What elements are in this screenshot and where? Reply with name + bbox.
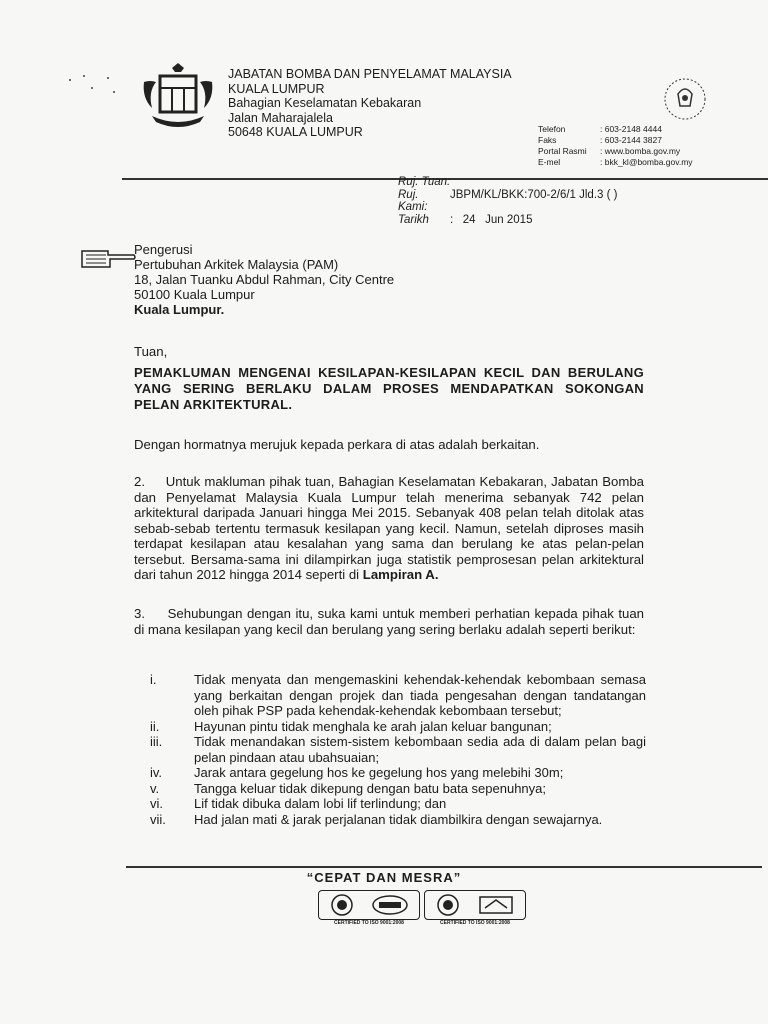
list-number: iii. xyxy=(150,734,163,749)
contact-label: E-mel xyxy=(538,157,561,167)
paragraph-1: Dengan hormatnya merujuk kepada perkara di atas adalah berkaitan. xyxy=(134,437,540,452)
recipient-line: Pertubuhan Arkitek Malaysia (PAM) xyxy=(134,257,339,272)
letterhead-line: Jalan Maharajalela xyxy=(228,110,333,125)
footer-divider xyxy=(126,866,762,868)
letterhead xyxy=(228,67,512,140)
letterhead-line: JABATAN BOMBA DAN PENYELAMAT MALAYSIA xyxy=(228,67,512,81)
list-text: Tidak menyata dan mengemaskini kehendak-kehendak kebombaan semasa yang berkaitan dengan projek dan tiada pengesahan dengan tandatangan oleh pihak PSP pada kehendak-kehendak kebombaan tersebut; xyxy=(194,672,646,718)
ref-row xyxy=(398,176,617,189)
recipient-line: Kuala Lumpur. xyxy=(134,302,225,317)
recipient-line: 50100 Kuala Lumpur xyxy=(134,287,255,302)
contact-value: : bkk_kl@bomba.gov.my xyxy=(600,157,693,167)
list-number: vii. xyxy=(150,811,166,827)
contact-label: Telefon xyxy=(538,124,566,134)
bomba-seal-icon xyxy=(660,74,710,124)
contact-value: : www.bomba.gov.my xyxy=(600,146,681,156)
list-number: v. xyxy=(150,780,160,796)
list-text: Jarak antara gegelung hos ke gegelung hos yang melebihi 30m; xyxy=(194,765,564,780)
ref-row xyxy=(398,189,617,214)
contact-row xyxy=(538,157,693,168)
list-number: i. xyxy=(150,672,157,687)
tarikh-value: : 24 Jun 2015 xyxy=(450,213,533,226)
paragraph-3: 3. Sehubungan dengan itu, suka kami untuk memberi perhatian kepada pihak tuan di mana kesilapan yang kecil dan berulang yang sering berlaku adalah seperti berikut: xyxy=(134,606,648,637)
list-item xyxy=(134,812,646,828)
recipient-line: 18, Jalan Tuanku Abdul Rahman, City Centre xyxy=(134,272,395,287)
contact-value: : 603-2148 4444 xyxy=(600,124,662,134)
list-item xyxy=(134,796,646,812)
cert-logo-group xyxy=(424,890,526,920)
list-text: Tidak menandakan sistem-sistem kebombaan sedia ada di dalam pelan bagi pelan pindaan atau ubahsuaian; xyxy=(194,734,646,765)
ukas-icon xyxy=(477,894,515,916)
ruj-tuan-label: Ruj. Tuan: xyxy=(398,176,451,188)
reference-block xyxy=(398,176,617,226)
cert-logo-group xyxy=(318,890,420,920)
list-number: vi. xyxy=(150,796,163,811)
list-number: ii. xyxy=(150,718,160,734)
list-item xyxy=(134,734,646,765)
letterhead-line: 50648 KUALA LUMPUR xyxy=(228,125,363,139)
ruj-kami-label: Ruj. Kami: xyxy=(398,188,428,213)
paragraph-2 xyxy=(134,474,648,583)
list-text: Had jalan mati & jarak perjalanan tidak diambilkira dengan sewajarnya. xyxy=(194,811,603,827)
cert-caption: CERTIFIED TO ISO 9001:2008 xyxy=(334,920,404,926)
pointing-hand-icon xyxy=(78,243,138,273)
contact-row xyxy=(538,146,693,157)
list-item xyxy=(134,781,646,797)
contact-row xyxy=(538,124,693,135)
lampiran-ref: Lampiran A. xyxy=(362,567,439,582)
tarikh-label: Tarikh xyxy=(398,213,429,226)
list-item xyxy=(134,765,646,781)
list-item xyxy=(134,672,646,719)
letterhead-line: Bahagian Keselamatan Kebakaran xyxy=(228,96,422,110)
footer-motto: “CEPAT DAN MESRA” xyxy=(306,870,462,885)
recipient-address xyxy=(134,242,394,317)
salutation: Tuan, xyxy=(134,344,168,359)
paragraph-2-text: 2. Untuk makluman pihak tuan, Bahagian Keselamatan Kebakaran, Jabatan Bomba dan Penyelamat Malaysia Kuala Lumpur telah menerima sebanyak 742 pelan arkitektural daripada Januari hingga Mei 2015. Sebanyak 408 pelan telah ditolak atas sebab-sebab tertentu termasuk kesilapan yang kecil. Namun, setelah diproses masih terdapat kesilapan atau kesalahan yang sama dan berulang ke atas pelan-pelan tersebut. Bersama-sama ini dilampirkan juga statistik pemprosesan pelan arkitektural dari tahun 2012 hingga 2014 seperti di xyxy=(134,474,648,582)
ref-row xyxy=(398,214,617,227)
list-item xyxy=(134,719,646,735)
list-number: iv. xyxy=(150,765,163,780)
contact-value: : 603-2144 3827 xyxy=(600,135,662,145)
list-text: Lif tidak dibuka dalam lobi lif terlindung; dan xyxy=(194,796,447,811)
quality-system-icon xyxy=(329,894,355,916)
cert-caption: CERTIFIED TO ISO 9001:2008 xyxy=(440,920,510,926)
cert-badge-right xyxy=(424,890,526,926)
recipient-line: Pengerusi xyxy=(134,242,193,257)
contact-label: Portal Rasmi xyxy=(538,146,587,156)
ruj-kami-value: JBPM/KL/BKK:700-2/6/1 Jld.3 ( ) xyxy=(450,188,618,201)
contact-row xyxy=(538,135,693,146)
list-text: Hayunan pintu tidak menghala ke arah jalan keluar bangunan; xyxy=(194,718,552,734)
contact-label: Faks xyxy=(538,135,557,145)
scan-specks xyxy=(62,70,122,100)
subject-heading: PEMAKLUMAN MENGENAI KESILAPAN-KESILAPAN KECIL DAN BERULANG YANG SERING BERLAKU DALAM PROSES MENDAPATKAN SOKONGAN PELAN ARKITEKTURAL. xyxy=(134,365,644,412)
issues-list xyxy=(134,672,646,827)
cert-badge-left xyxy=(318,890,420,926)
quality-system-icon xyxy=(435,894,461,916)
list-text: Tangga keluar tidak dikepung dengan batu bata sepenuhnya; xyxy=(194,780,547,796)
standards-malaysia-icon xyxy=(371,894,409,916)
malaysia-crest-icon xyxy=(138,62,218,132)
letterhead-line: KUALA LUMPUR xyxy=(228,81,325,96)
contact-block xyxy=(538,124,693,168)
